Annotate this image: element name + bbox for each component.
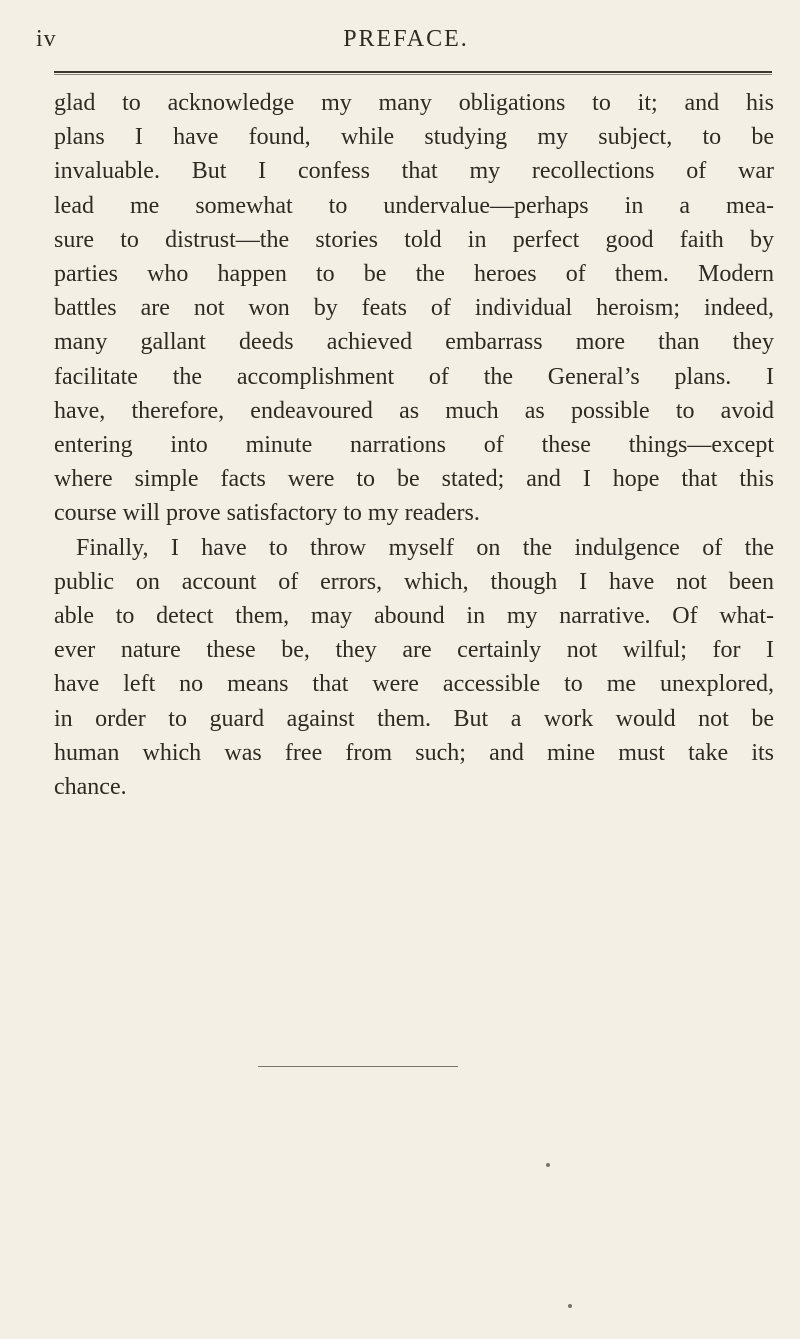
text-line: have, therefore, endeavoured as much as possible to avoid bbox=[54, 397, 774, 424]
text-line: lead me somewhat to undervalue—perhaps in a mea- bbox=[54, 192, 774, 219]
text-line: many gallant deeds achieved embarrass more than they bbox=[54, 329, 774, 356]
running-head: PREFACE. bbox=[343, 26, 469, 52]
paper-speck bbox=[568, 1304, 572, 1308]
closing-rule bbox=[258, 1066, 458, 1067]
paragraph-2 bbox=[54, 531, 774, 805]
text-line: chance. bbox=[54, 774, 127, 801]
text-line: human which was free from such; and mine must take its bbox=[54, 739, 774, 766]
paragraph-1 bbox=[54, 86, 774, 531]
header-rule bbox=[54, 71, 772, 73]
text-line: ever nature these be, they are certainly not wilful; for I bbox=[54, 637, 774, 664]
text-line: parties who happen to be the heroes of them. Modern bbox=[54, 261, 774, 288]
text-line: have left no means that were accessible to me unexplored, bbox=[54, 671, 774, 698]
text-line: entering into minute narrations of these things—except bbox=[54, 432, 774, 459]
header-rule-thin bbox=[54, 74, 772, 75]
text-line: where simple facts were to be stated; and I hope that this bbox=[54, 466, 774, 493]
text-line: public on account of errors, which, though I have not been bbox=[54, 568, 774, 595]
page-header bbox=[36, 26, 776, 62]
text-line: facilitate the accomplishment of the General’s plans. I bbox=[54, 363, 774, 390]
page-number: iv bbox=[36, 26, 57, 52]
text-line: plans I have found, while studying my subject, to be bbox=[54, 124, 774, 151]
text-line: able to detect them, may abound in my narrative. Of what- bbox=[54, 603, 774, 630]
text-line: invaluable. But I confess that my recollections of war bbox=[54, 158, 774, 185]
text-line: battles are not won by feats of individual heroism; indeed, bbox=[54, 295, 774, 322]
text-line: course will prove satisfactory to my readers. bbox=[54, 500, 480, 527]
text-line: sure to distrust—the stories told in perfect good faith by bbox=[54, 226, 774, 253]
paper-speck bbox=[546, 1163, 550, 1167]
text-line: glad to acknowledge my many obligations to it; and his bbox=[54, 90, 774, 116]
body-text bbox=[54, 86, 774, 804]
text-line: in order to guard against them. But a work would not be bbox=[54, 705, 774, 732]
text-line: Finally, I have to throw myself on the indulgence of the bbox=[76, 534, 774, 561]
